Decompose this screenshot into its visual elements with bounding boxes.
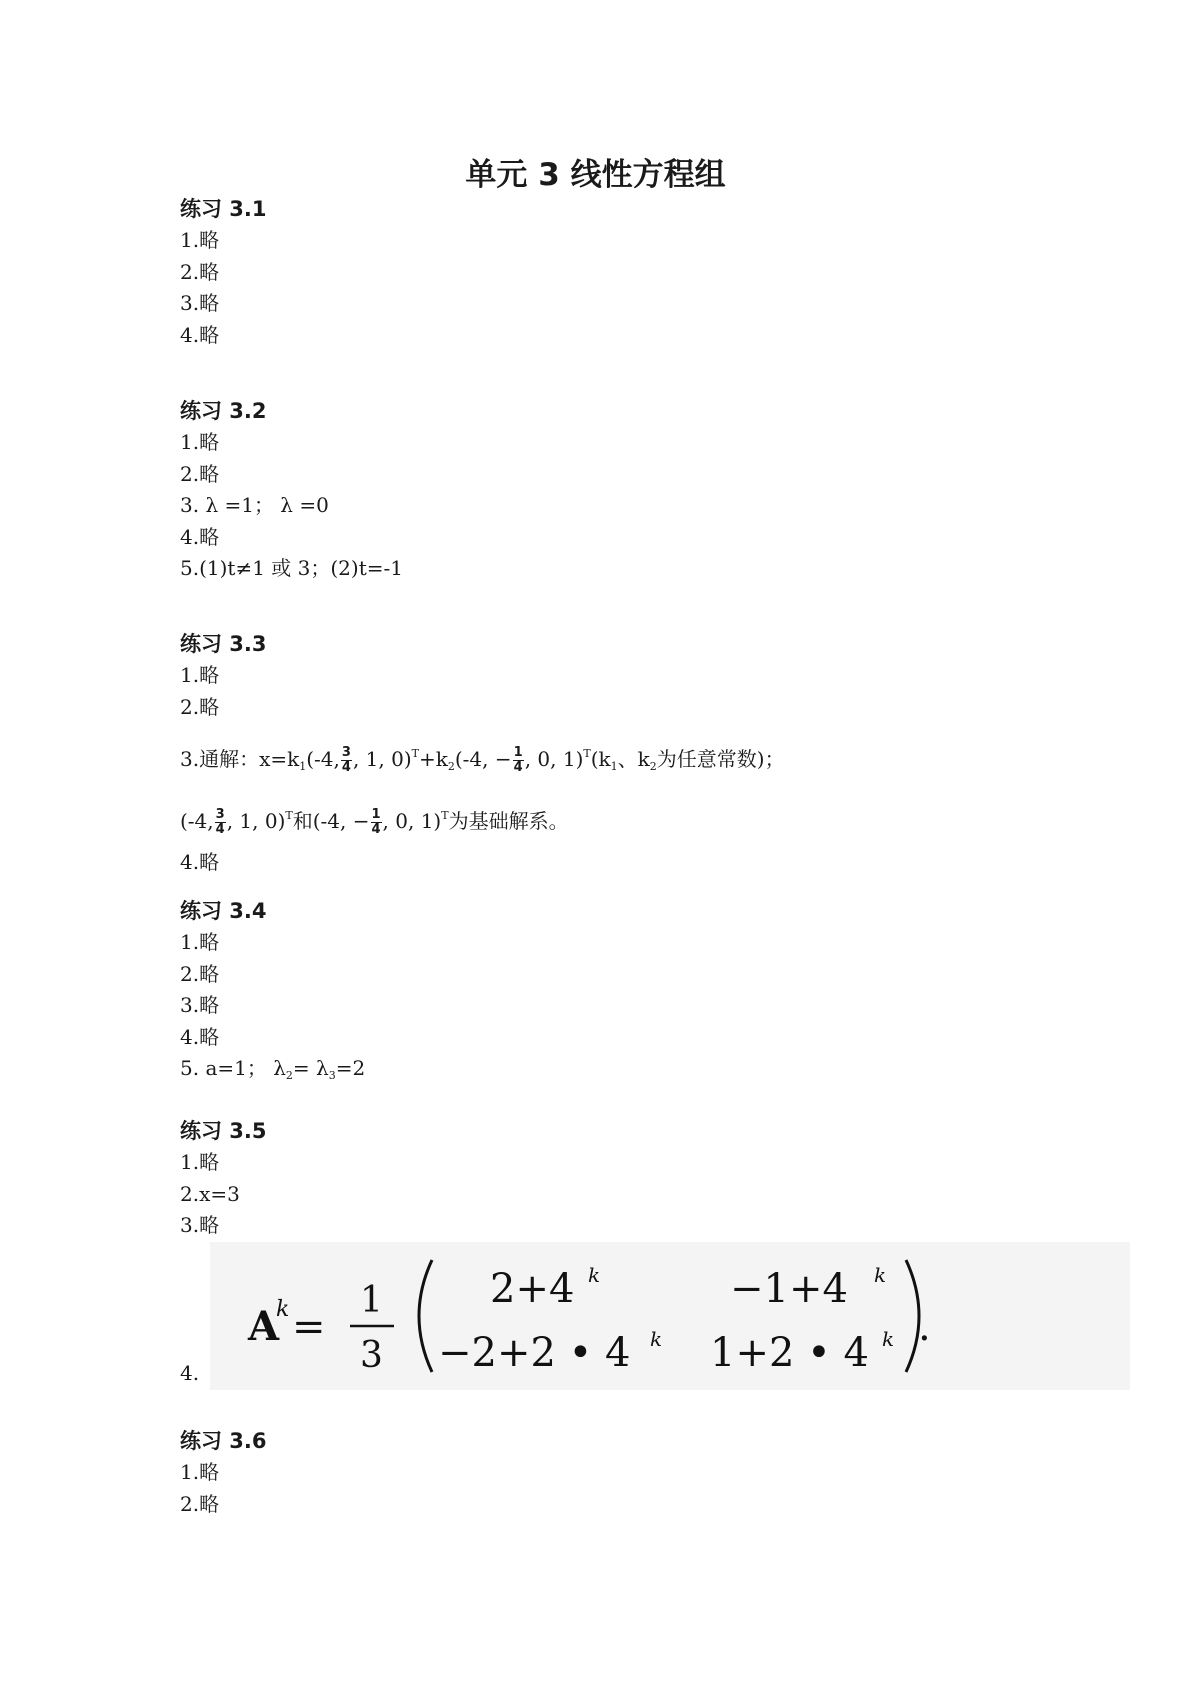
k2-subscript: 2 <box>447 760 455 773</box>
vector-part: , 0, 1) <box>524 747 584 771</box>
answer-item: 4.略 <box>180 850 220 874</box>
entry-a11: 2+4 <box>490 1265 575 1312</box>
section-heading: 练习 3.1 <box>180 197 267 221</box>
lhs-symbol: A <box>248 1302 280 1350</box>
answer-item: 2.略 <box>180 259 220 284</box>
fraction: $\frac{3}{4}$ <box>341 745 351 775</box>
section-3-6 <box>180 1425 1080 1520</box>
section-heading: 练习 3.6 <box>180 1429 267 1453</box>
section-heading: 练习 3.2 <box>180 399 267 423</box>
k1-subscript: 1 <box>299 760 307 773</box>
answer-item: 5.(1)t≠1 或 3；(2)t=-1 <box>180 556 403 580</box>
vector-part: , 1, 0) <box>352 747 412 771</box>
constant-note: (k <box>590 747 611 771</box>
answer-item: 4.略 <box>180 1024 220 1049</box>
vector-part: (-4, <box>306 747 340 771</box>
fraction: $\frac{3}{4}$ <box>215 807 225 837</box>
transpose-mark: T <box>285 809 293 822</box>
transpose-mark: T <box>441 809 449 822</box>
answer-item: 3.略 <box>180 993 220 1017</box>
vector-part: (-4, <box>180 809 214 833</box>
section-3-1 <box>180 193 1080 351</box>
solution-prefix: 3.通解：x=k <box>180 747 300 771</box>
answer-item: 1.略 <box>180 663 220 687</box>
entry-a11-exp: k <box>588 1262 601 1287</box>
section-3-3 <box>180 628 1080 879</box>
entry-a12-exp: k <box>874 1262 887 1287</box>
lhs-exponent: k <box>276 1296 290 1322</box>
formula-background <box>210 1242 1130 1390</box>
entry-a21: −2+2 • 4 <box>438 1329 631 1376</box>
matrix-power-item <box>180 1242 1080 1390</box>
entry-a22: 1+2 • 4 <box>710 1329 869 1376</box>
coef-numerator: 1 <box>360 1279 383 1321</box>
answer-item: 2.略 <box>180 961 220 986</box>
basis-line <box>180 785 1080 847</box>
answer-item: 1.略 <box>180 430 220 454</box>
entry-a22-exp: k <box>882 1326 895 1351</box>
answer-item: 4.略 <box>180 322 220 347</box>
answer-item: 1.略 <box>180 1150 220 1174</box>
transpose-mark: T <box>583 747 591 760</box>
answer-item: 3.略 <box>180 291 220 315</box>
vector-part: 和(-4, − <box>292 809 370 833</box>
general-solution-line: 3.通解：$x=k_1(-4$, $\frac{3}{4}$ , 1, $0)^T+k_2(-4$, − $\frac{1}{4}$ , 0, $1)^T(k_1$、$k_2$为任意常数)； <box>180 745 785 775</box>
answer-item: 1.略 <box>180 1460 220 1484</box>
coef-denominator: 3 <box>360 1334 383 1376</box>
answer-item: 2.略 <box>180 1491 220 1516</box>
eigenvalue-line: 5. a=1； $\lambda_2= \lambda_3=2$ <box>180 1056 366 1082</box>
section-3-2 <box>180 395 1080 585</box>
vector-part: (-4, − <box>454 747 512 771</box>
basis-suffix: 为基础解系。 <box>448 809 569 833</box>
vector-part: , 1, 0) <box>226 809 286 833</box>
section-heading: 练习 3.4 <box>180 899 267 923</box>
plus-k: +k <box>418 747 448 771</box>
item-number: 4. <box>180 1361 200 1385</box>
answer-item: 2.x=3 <box>180 1181 240 1206</box>
answer-item: 3.略 <box>180 1213 220 1237</box>
trailing-period: . <box>918 1303 931 1350</box>
answer-item: 2.略 <box>180 461 220 486</box>
answer-item: 2.略 <box>180 694 220 719</box>
entry-a21-exp: k <box>650 1326 663 1351</box>
answer-item: 1.略 <box>180 228 220 252</box>
page-title: 单元 3 线性方程组 <box>465 157 726 193</box>
answer-item: 1.略 <box>180 930 220 954</box>
matrix-formula <box>210 1242 1130 1390</box>
section-heading: 练习 3.5 <box>180 1119 267 1143</box>
transpose-mark: T <box>411 747 419 760</box>
section-heading: 练习 3.3 <box>180 632 267 656</box>
answer-item: 3. λ =1； λ =0 <box>180 493 329 517</box>
answer-item: 4.略 <box>180 524 220 549</box>
equals-sign: = <box>292 1303 326 1350</box>
entry-a12: −1+4 <box>730 1265 848 1312</box>
fraction: $\frac{1}{4}$ <box>371 807 381 837</box>
vector-part: , 0, 1) <box>382 809 442 833</box>
fraction: $\frac{1}{4}$ <box>513 745 523 775</box>
section-3-5 <box>180 1115 1080 1390</box>
section-3-4 <box>180 895 1080 1085</box>
